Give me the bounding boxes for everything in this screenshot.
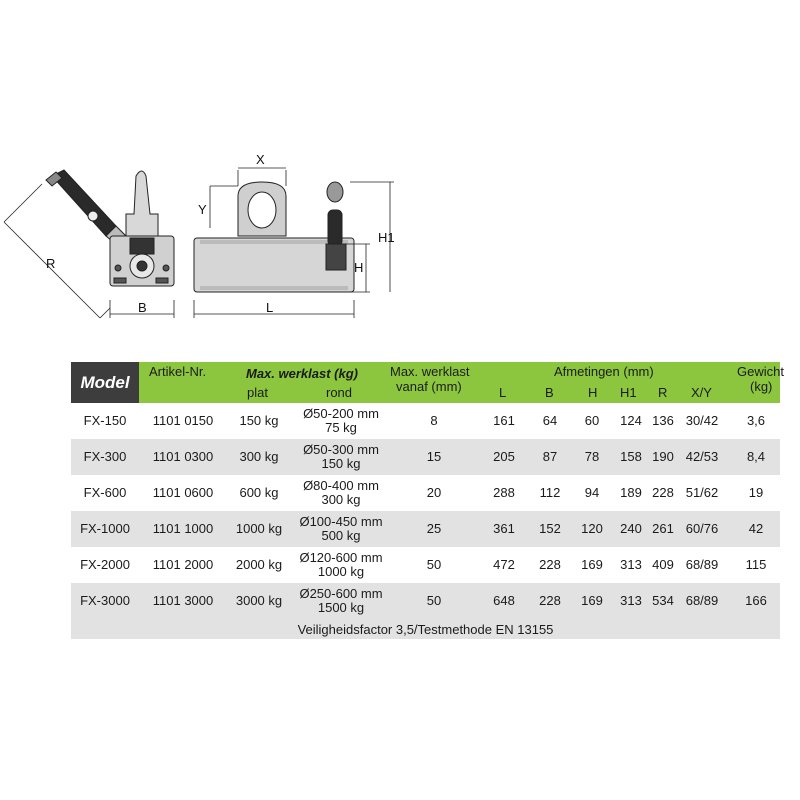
table-row [71, 511, 780, 547]
cell-rond [291, 511, 391, 547]
front-view [194, 182, 354, 292]
cell-model: FX-3000 [80, 593, 130, 608]
header-vanaf-1: Max. werklast [390, 364, 470, 379]
cell-artikel: 1101 0300 [152, 449, 214, 464]
header-l: L [499, 385, 507, 400]
cell-plat: 300 kg [239, 449, 279, 464]
header-vanaf-2: vanaf (mm) [396, 379, 462, 394]
cell-l: 361 [493, 521, 515, 536]
cell-gewicht: 42 [748, 521, 764, 536]
cell-r: 534 [652, 593, 674, 608]
header-plat: plat [247, 385, 268, 400]
header-b: B [545, 385, 554, 400]
cell-model: FX-600 [83, 485, 127, 500]
cell-plat: 3000 kg [235, 593, 283, 608]
cell-xy: 68/89 [685, 593, 719, 608]
cell-b: 64 [542, 413, 558, 428]
cell-vanaf: 50 [426, 593, 442, 608]
cell-r: 228 [652, 485, 674, 500]
dim-label-b: B [138, 300, 147, 315]
cell-h: 60 [584, 413, 600, 428]
cell-plat: 1000 kg [235, 521, 283, 536]
cell-l: 161 [493, 413, 515, 428]
cell-l: 472 [493, 557, 515, 572]
cell-vanaf: 25 [426, 521, 442, 536]
cell-h1: 189 [620, 485, 642, 500]
table-row [71, 403, 780, 439]
cell-plat: 150 kg [239, 413, 279, 428]
cell-rond-range: Ø120-600 mm [299, 550, 383, 565]
cell-l: 288 [493, 485, 515, 500]
table-body [71, 403, 780, 619]
cell-artikel: 1101 0150 [152, 413, 214, 428]
cell-r: 136 [652, 413, 674, 428]
cell-gewicht: 3,6 [746, 413, 766, 428]
cell-xy: 60/76 [685, 521, 719, 536]
cell-xy: 68/89 [685, 557, 719, 572]
cell-model: FX-2000 [80, 557, 130, 572]
cell-rond-load: 150 kg [321, 456, 361, 471]
cell-rond-range: Ø50-200 mm [303, 406, 379, 421]
cell-vanaf: 50 [426, 557, 442, 572]
cell-b: 152 [539, 521, 561, 536]
cell-h1: 313 [620, 557, 642, 572]
cell-rond [291, 439, 391, 475]
cell-artikel: 1101 0600 [152, 485, 214, 500]
header-artikel: Artikel-Nr. [149, 364, 207, 379]
cell-rond [291, 475, 391, 511]
cell-vanaf: 20 [426, 485, 442, 500]
cell-gewicht: 19 [748, 485, 764, 500]
cell-l: 648 [493, 593, 515, 608]
technical-drawing [0, 130, 800, 330]
table-row [71, 439, 780, 475]
table-row [71, 583, 780, 619]
cell-rond-load: 1000 kg [317, 564, 365, 579]
cell-artikel: 1101 2000 [152, 557, 214, 572]
table-header [71, 362, 784, 403]
cell-gewicht: 8,4 [746, 449, 766, 464]
cell-h: 94 [584, 485, 600, 500]
cell-xy: 30/42 [685, 413, 719, 428]
header-gewicht-1: Gewicht [737, 364, 784, 379]
dim-label-l: L [266, 300, 274, 315]
cell-b: 112 [539, 485, 561, 500]
cell-rond [291, 583, 391, 619]
cell-h1: 313 [620, 593, 642, 608]
header-r: R [658, 385, 668, 400]
spec-table [71, 362, 784, 639]
cell-b: 228 [539, 557, 561, 572]
dim-label-h: H [354, 260, 364, 275]
side-view [46, 170, 174, 286]
header-gewicht-2: (kg) [750, 379, 773, 394]
cell-b: 228 [539, 593, 561, 608]
cell-rond-range: Ø100-450 mm [299, 514, 383, 529]
cell-r: 261 [652, 521, 674, 536]
header-rond: rond [326, 385, 353, 400]
cell-xy: 51/62 [685, 485, 719, 500]
cell-h: 169 [581, 557, 603, 572]
cell-l: 205 [493, 449, 515, 464]
cell-gewicht: 115 [745, 557, 767, 572]
header-xy: X/Y [691, 385, 712, 400]
cell-plat: 2000 kg [235, 557, 283, 572]
cell-rond-load: 300 kg [321, 492, 361, 507]
cell-artikel: 1101 1000 [152, 521, 214, 536]
cell-h: 120 [581, 521, 603, 536]
cell-r: 409 [652, 557, 674, 572]
header-h: H [588, 385, 598, 400]
table-row [71, 475, 780, 511]
header-model: Model [71, 362, 139, 403]
cell-vanaf: 15 [426, 449, 442, 464]
header-h1: H1 [620, 385, 637, 400]
cell-artikel: 1101 3000 [152, 593, 214, 608]
dim-label-h1: H1 [378, 230, 395, 245]
cell-model: FX-1000 [80, 521, 130, 536]
cell-h: 78 [584, 449, 600, 464]
cell-rond-range: Ø50-300 mm [303, 442, 379, 457]
cell-rond [291, 403, 391, 439]
cell-xy: 42/53 [685, 449, 719, 464]
cell-h: 169 [581, 593, 603, 608]
table-row [71, 547, 780, 583]
table-footer: Veiligheidsfactor 3,5/Testmethode EN 13155 [71, 619, 780, 639]
cell-model: FX-150 [83, 413, 127, 428]
dim-label-x: X [256, 152, 265, 167]
cell-b: 87 [542, 449, 558, 464]
cell-gewicht: 166 [745, 593, 767, 608]
header-afmetingen: Afmetingen (mm) [554, 364, 654, 379]
cell-plat: 600 kg [239, 485, 279, 500]
cell-r: 190 [652, 449, 674, 464]
cell-rond-load: 1500 kg [317, 600, 365, 615]
cell-rond-load: 500 kg [321, 528, 361, 543]
header-max-werklast: Max. werklast (kg) [246, 366, 358, 381]
dim-label-y: Y [198, 202, 207, 217]
cell-rond-load: 75 kg [325, 420, 357, 435]
cell-vanaf: 8 [430, 413, 438, 428]
cell-rond-range: Ø250-600 mm [299, 586, 383, 601]
cell-rond [291, 547, 391, 583]
dim-label-r: R [46, 256, 56, 271]
cell-h1: 124 [620, 413, 642, 428]
cell-model: FX-300 [83, 449, 127, 464]
cell-rond-range: Ø80-400 mm [303, 478, 379, 493]
cell-h1: 240 [620, 521, 642, 536]
cell-h1: 158 [620, 449, 642, 464]
